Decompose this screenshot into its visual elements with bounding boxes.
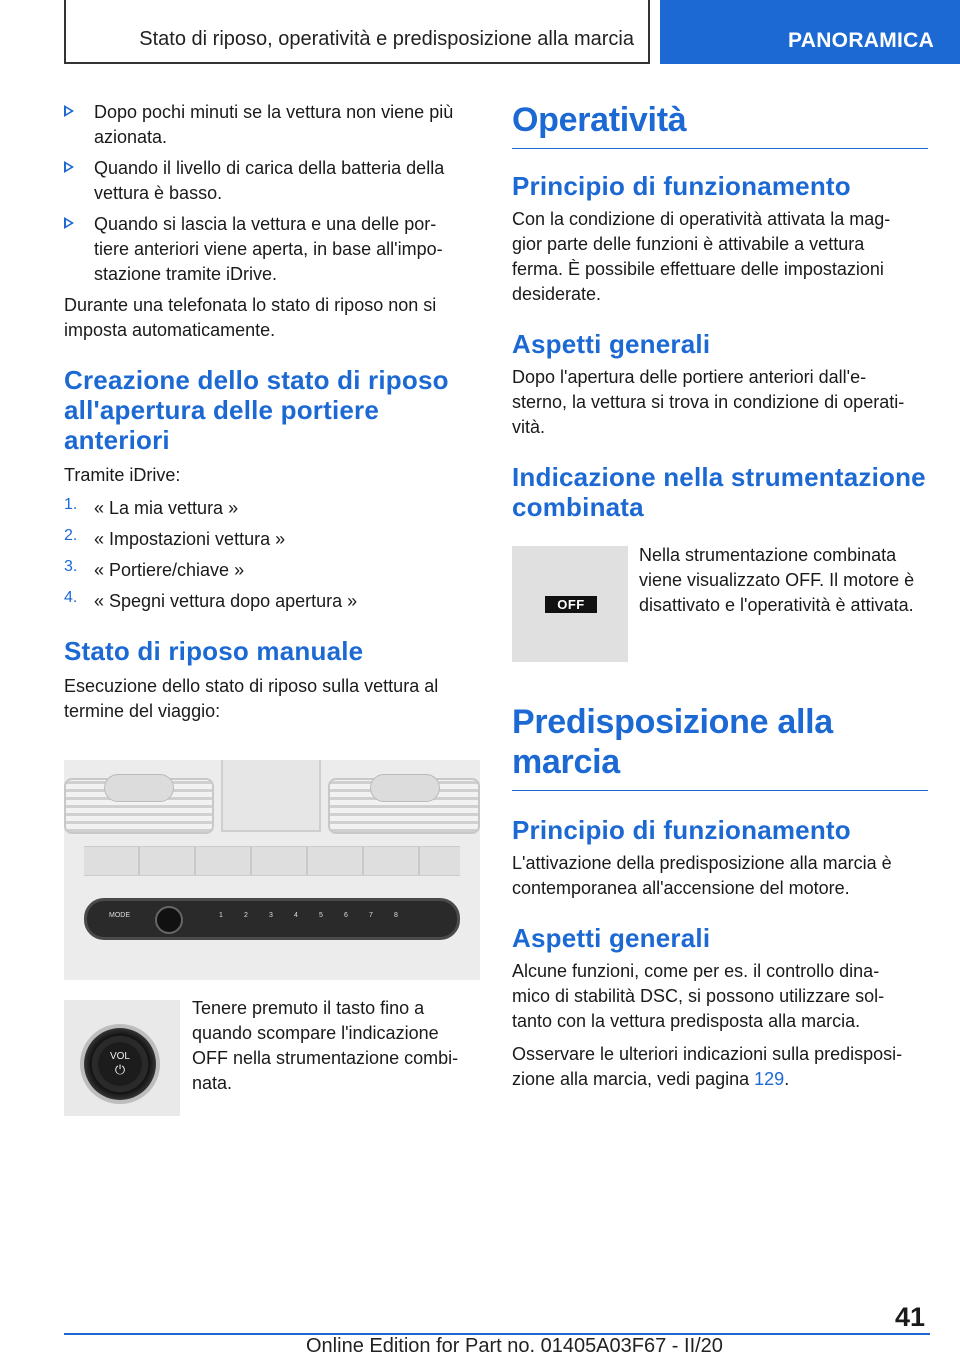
aspetti-2-paragraph: Alcune funzioni, come per es. il controllo dina- mico di stabilità DSC, si possono utilizzare sol- tanto con la vettura predisposta alla marcia. bbox=[512, 961, 885, 1031]
radio-button-bar bbox=[84, 898, 460, 940]
header-title-box bbox=[64, 0, 650, 64]
footer-edition: Online Edition for Part no. 01405A03F67 - II/20 bbox=[306, 1335, 723, 1357]
list-item bbox=[64, 527, 484, 552]
right-column-lower bbox=[512, 702, 928, 1092]
indicazione-paragraph: Nella strumentazione combinata viene visualizzato OFF. Il motore è disattivato e l'operatività è attivata. bbox=[639, 545, 915, 615]
vent-knob bbox=[104, 774, 174, 802]
vol-knob-small bbox=[155, 906, 183, 934]
bullet-triangle-icon bbox=[64, 217, 74, 229]
preset-5: 5 bbox=[319, 912, 323, 919]
preset-8: 8 bbox=[394, 912, 398, 919]
vol-label: VOL bbox=[109, 1051, 130, 1062]
vol-knob bbox=[84, 1028, 156, 1100]
list-text: « Impostazioni vettura » bbox=[94, 529, 286, 549]
left-column bbox=[64, 100, 484, 724]
right-column bbox=[512, 100, 928, 522]
heading-aspetti-1: Aspetti generali bbox=[512, 329, 711, 359]
heading-aspetti-2: Aspetti generali bbox=[512, 923, 711, 953]
list-number: 2. bbox=[64, 527, 78, 544]
preset-1: 1 bbox=[219, 912, 223, 919]
list-number: 4. bbox=[64, 589, 78, 606]
heading-manuale: Stato di riposo manuale bbox=[64, 636, 364, 666]
vent-knob bbox=[370, 774, 440, 802]
list-item bbox=[64, 589, 484, 614]
bullet-text: Dopo pochi minuti se la vettura non viene più azionata. bbox=[94, 102, 454, 147]
header-title: Stato di riposo, operatività e predisposizione alla marcia bbox=[139, 28, 634, 50]
page-number: 41 bbox=[895, 1302, 926, 1332]
mode-label: MODE bbox=[109, 912, 130, 919]
osservare-paragraph: Osservare le ulteriori indicazioni sulla predisposi- zione alla marcia, vedi pagina 129. bbox=[512, 1044, 903, 1089]
bullet-triangle-icon bbox=[64, 105, 74, 117]
section-tab-label: PANORAMICA bbox=[788, 29, 935, 52]
heading-principio-2: Principio di funzionamento bbox=[512, 815, 851, 845]
preset-7: 7 bbox=[369, 912, 373, 919]
preset-4: 4 bbox=[294, 912, 298, 919]
preset-2: 2 bbox=[244, 912, 248, 919]
list-item bbox=[64, 496, 484, 521]
heading-principio-1: Principio di funzionamento bbox=[512, 171, 851, 201]
bullet-text: Quando il livello di carica della batteria della vettura è basso. bbox=[94, 158, 445, 203]
bullet-text: Quando si lascia la vettura e una delle por- tiere anteriori viene aperta, in base all'impo- stazione tramite iDrive. bbox=[94, 214, 443, 284]
heading-predisposizione: Predisposizione alla marcia bbox=[512, 702, 928, 791]
principio-1-paragraph: Con la condizione di operatività attivata la mag- gior parte delle funzioni è attivabile a vettura ferma. È possibile effettuare delle impostazioni desiderate. bbox=[512, 209, 891, 304]
list-item bbox=[64, 558, 484, 583]
list-number: 3. bbox=[64, 558, 78, 575]
esecuzione-paragraph: Esecuzione dello stato di riposo sulla vettura al termine del viaggio: bbox=[64, 676, 439, 721]
dashboard-radio-image bbox=[64, 760, 480, 980]
control-slots bbox=[84, 846, 460, 876]
telefonata-paragraph: Durante una telefonata lo stato di riposo non si imposta automaticamente. bbox=[64, 295, 437, 340]
off-badge: OFF bbox=[545, 596, 597, 613]
heading-creazione: Creazione dello stato di riposo all'apertura delle portiere anteriori bbox=[64, 365, 449, 455]
preset-3: 3 bbox=[269, 912, 273, 919]
heading-indicazione: Indicazione nella strumentazione combinata bbox=[512, 462, 926, 522]
bullet-item bbox=[64, 156, 484, 206]
aspetti-1-paragraph: Dopo l'apertura delle portiere anteriori dall'e- sterno, la vettura si trova in condizione di operati- vità. bbox=[512, 367, 905, 437]
list-text: « Spegni vettura dopo apertura » bbox=[94, 591, 358, 611]
list-text: « La mia vettura » bbox=[94, 498, 239, 518]
off-indicator-image bbox=[512, 546, 628, 662]
bullet-triangle-icon bbox=[64, 161, 74, 173]
vol-knob-image bbox=[64, 1000, 180, 1116]
list-text: « Portiere/chiave » bbox=[94, 560, 245, 580]
vol-caption: Tenere premuto il tasto fino a quando scompare l'indicazione OFF nella strumentazione combi- nata. bbox=[192, 998, 459, 1093]
preset-6: 6 bbox=[344, 912, 348, 919]
heading-operativita: Operatività bbox=[512, 100, 928, 149]
center-panel bbox=[221, 760, 321, 832]
power-icon: ⏻ bbox=[114, 1062, 126, 1077]
tramite-label: Tramite iDrive: bbox=[64, 465, 181, 485]
list-number: 1. bbox=[64, 496, 78, 513]
bullet-item bbox=[64, 212, 484, 287]
bullet-item bbox=[64, 100, 484, 150]
section-tab[interactable] bbox=[660, 0, 960, 64]
principio-2-paragraph: L'attivazione della predisposizione alla marcia è contemporanea all'accensione del motore. bbox=[512, 853, 892, 898]
page-link-129[interactable]: 129 bbox=[754, 1069, 785, 1089]
